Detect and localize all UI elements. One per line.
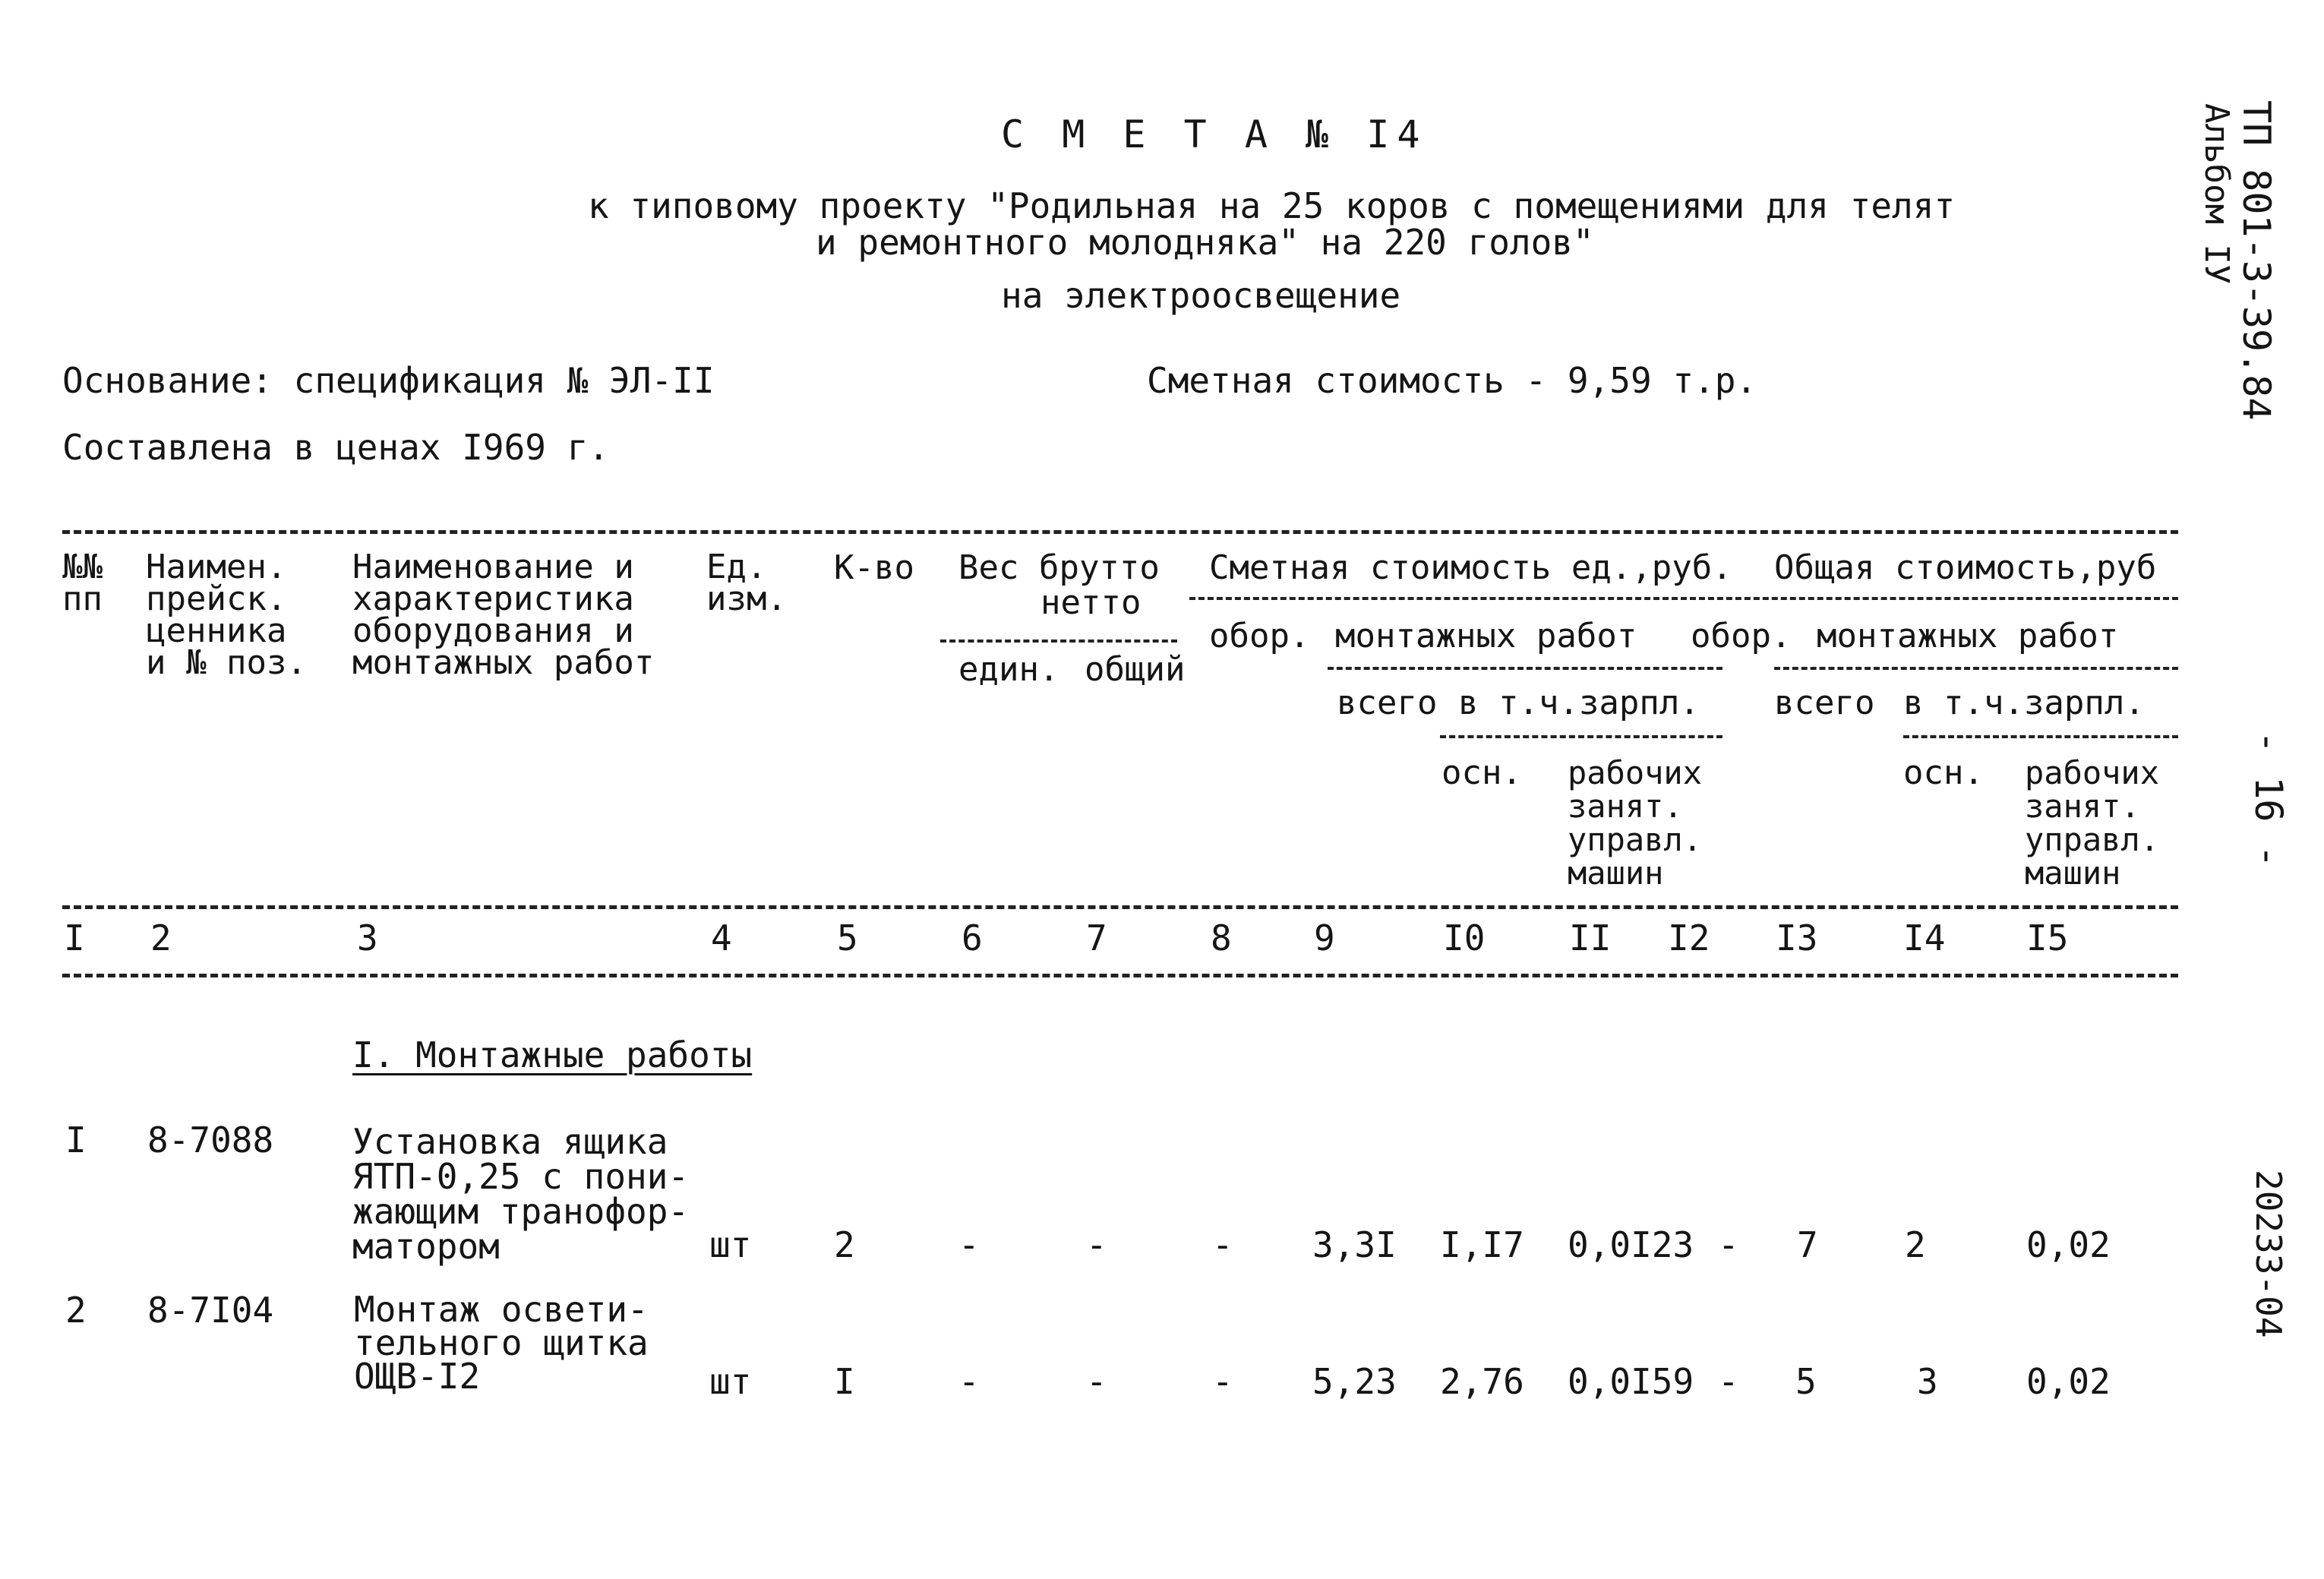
column-number-4: 4: [711, 917, 732, 958]
row2-unit: шт: [709, 1361, 752, 1402]
install1-subheader-rule: [1328, 667, 1722, 670]
row2-col11: 0,0I59: [1568, 1361, 1694, 1402]
album-label: Альбом IУ: [2197, 103, 2236, 285]
row1-col12: -: [1718, 1224, 1739, 1265]
subtitle-line-2: и ремонтного молодняка" на 220 голов": [816, 222, 1594, 263]
column-number-7: 7: [1086, 917, 1107, 958]
row1-unit: шт: [709, 1224, 752, 1265]
header-unit-cost: Сметная стоимость ед.,руб.: [1209, 548, 1732, 587]
row1-col13: 7: [1797, 1224, 1818, 1265]
column-number-15: I5: [2026, 917, 2069, 958]
row1-num: I: [65, 1120, 87, 1161]
header-total-all-1: всего: [1337, 684, 1438, 722]
install2-subheader-rule: [1774, 667, 2178, 670]
row1-col6: -: [958, 1224, 980, 1265]
page-number: - 16 -: [2247, 731, 2291, 868]
wage2-subheader-rule: [1903, 735, 2178, 738]
row2-col15: 0,02: [2026, 1361, 2111, 1402]
header-col1: №№ пп: [62, 548, 103, 618]
column-number-13: I3: [1776, 917, 1818, 958]
header-workers-2: рабочих занят. управл. машин: [2025, 754, 2160, 892]
column-number-8: 8: [1211, 917, 1232, 958]
weight-subheader-rule: [940, 639, 1177, 643]
row1-description: Установка ящика ЯТП-0,25 с пони- жающим транофор- матором: [352, 1121, 690, 1267]
subtitle-line-3: на электроосвещение: [1001, 275, 1401, 316]
row1-col11: 0,0I23: [1568, 1224, 1694, 1265]
project-code: ТП 801-3-39.84: [2234, 100, 2278, 421]
header-col3: Наименование и характеристика оборудования и монтажных работ: [352, 548, 655, 682]
header-weight: Вес брутто: [958, 548, 1160, 587]
row1-col14: 2: [1905, 1224, 1926, 1265]
row1-col9: 3,3I: [1312, 1224, 1397, 1265]
row1-qty: 2: [834, 1224, 855, 1265]
row1-col15: 0,02: [2026, 1224, 2111, 1265]
row2-col14: 3: [1917, 1361, 1938, 1402]
header-unit-weight: един.: [958, 650, 1059, 689]
row1-col10: I,I7: [1440, 1224, 1524, 1265]
header-top-rule: [62, 530, 2178, 534]
column-number-6: 6: [961, 917, 983, 958]
header-base-2: осн.: [1903, 753, 1984, 792]
column-number-10: I0: [1443, 917, 1486, 958]
header-col5: К-во: [834, 548, 914, 587]
section-title: I. Монтажные работы: [352, 1034, 753, 1075]
doc-number: 20233-04: [2248, 1170, 2289, 1338]
subtitle-line-1: к типовому проекту "Родильная на 25 коров с помещениями для телят: [588, 185, 1956, 226]
row2-col10: 2,76: [1440, 1361, 1524, 1402]
wage1-subheader-rule: [1440, 735, 1722, 738]
row2-col12: -: [1718, 1361, 1739, 1402]
header-col4: Ед. изм.: [706, 548, 787, 618]
row2-code: 8-7I04: [147, 1290, 274, 1331]
row2-qty: I: [834, 1361, 855, 1402]
row2-col13: 5: [1795, 1361, 1817, 1402]
column-numbers-rule: [62, 974, 2178, 977]
header-install-1: монтажных работ: [1335, 617, 1637, 655]
document-title: С М Е Т А № I4: [1001, 112, 1428, 156]
column-number-12: I2: [1668, 917, 1710, 958]
column-number-2: 2: [150, 917, 172, 958]
header-bottom-rule: [62, 905, 2178, 909]
row1-col8: -: [1212, 1224, 1233, 1265]
header-workers-1: рабочих занят. управл. машин: [1568, 754, 1703, 892]
cost-subheader-rule: [1189, 597, 2178, 600]
header-incl-wage-2: в т.ч.зарпл.: [1903, 684, 2145, 722]
prices-year-text: Составлена в ценах I969 г.: [62, 427, 610, 468]
header-weight-netto: нетто: [1040, 583, 1141, 622]
header-col2: Наимен. прейск. ценника и № поз.: [146, 548, 307, 682]
header-total-cost: Общая стоимость,руб: [1774, 548, 2157, 587]
header-base-1: осн.: [1441, 753, 1522, 792]
row1-col7: -: [1086, 1224, 1107, 1265]
header-incl-wage-1: в т.ч.зарпл.: [1458, 684, 1700, 722]
estimated-cost-text: Сметная стоимость - 9,59 т.р.: [1147, 360, 1757, 401]
column-number-11: II: [1569, 917, 1612, 958]
basis-text: Основание: спецификация № ЭЛ-II: [62, 360, 715, 401]
row2-col8: -: [1212, 1361, 1233, 1402]
column-number-3: 3: [357, 917, 378, 958]
column-number-1: I: [64, 917, 85, 958]
row1-code: 8-7088: [147, 1120, 274, 1161]
row2-col9: 5,23: [1312, 1361, 1397, 1402]
row2-description: Монтаж освети- тельного щитка ОЩВ-I2: [354, 1289, 649, 1397]
header-total-weight: общий: [1085, 650, 1186, 689]
row2-num: 2: [65, 1290, 87, 1331]
row2-col6: -: [958, 1361, 980, 1402]
header-equip-1: обор.: [1209, 617, 1310, 655]
column-number-5: 5: [837, 917, 858, 958]
header-equip-2: обор.: [1691, 617, 1792, 655]
header-total-all-2: всего: [1774, 684, 1875, 722]
column-number-9: 9: [1314, 917, 1335, 958]
row2-col7: -: [1086, 1361, 1107, 1402]
column-number-14: I4: [1903, 917, 1946, 958]
header-install-2: монтажных работ: [1817, 617, 2119, 655]
